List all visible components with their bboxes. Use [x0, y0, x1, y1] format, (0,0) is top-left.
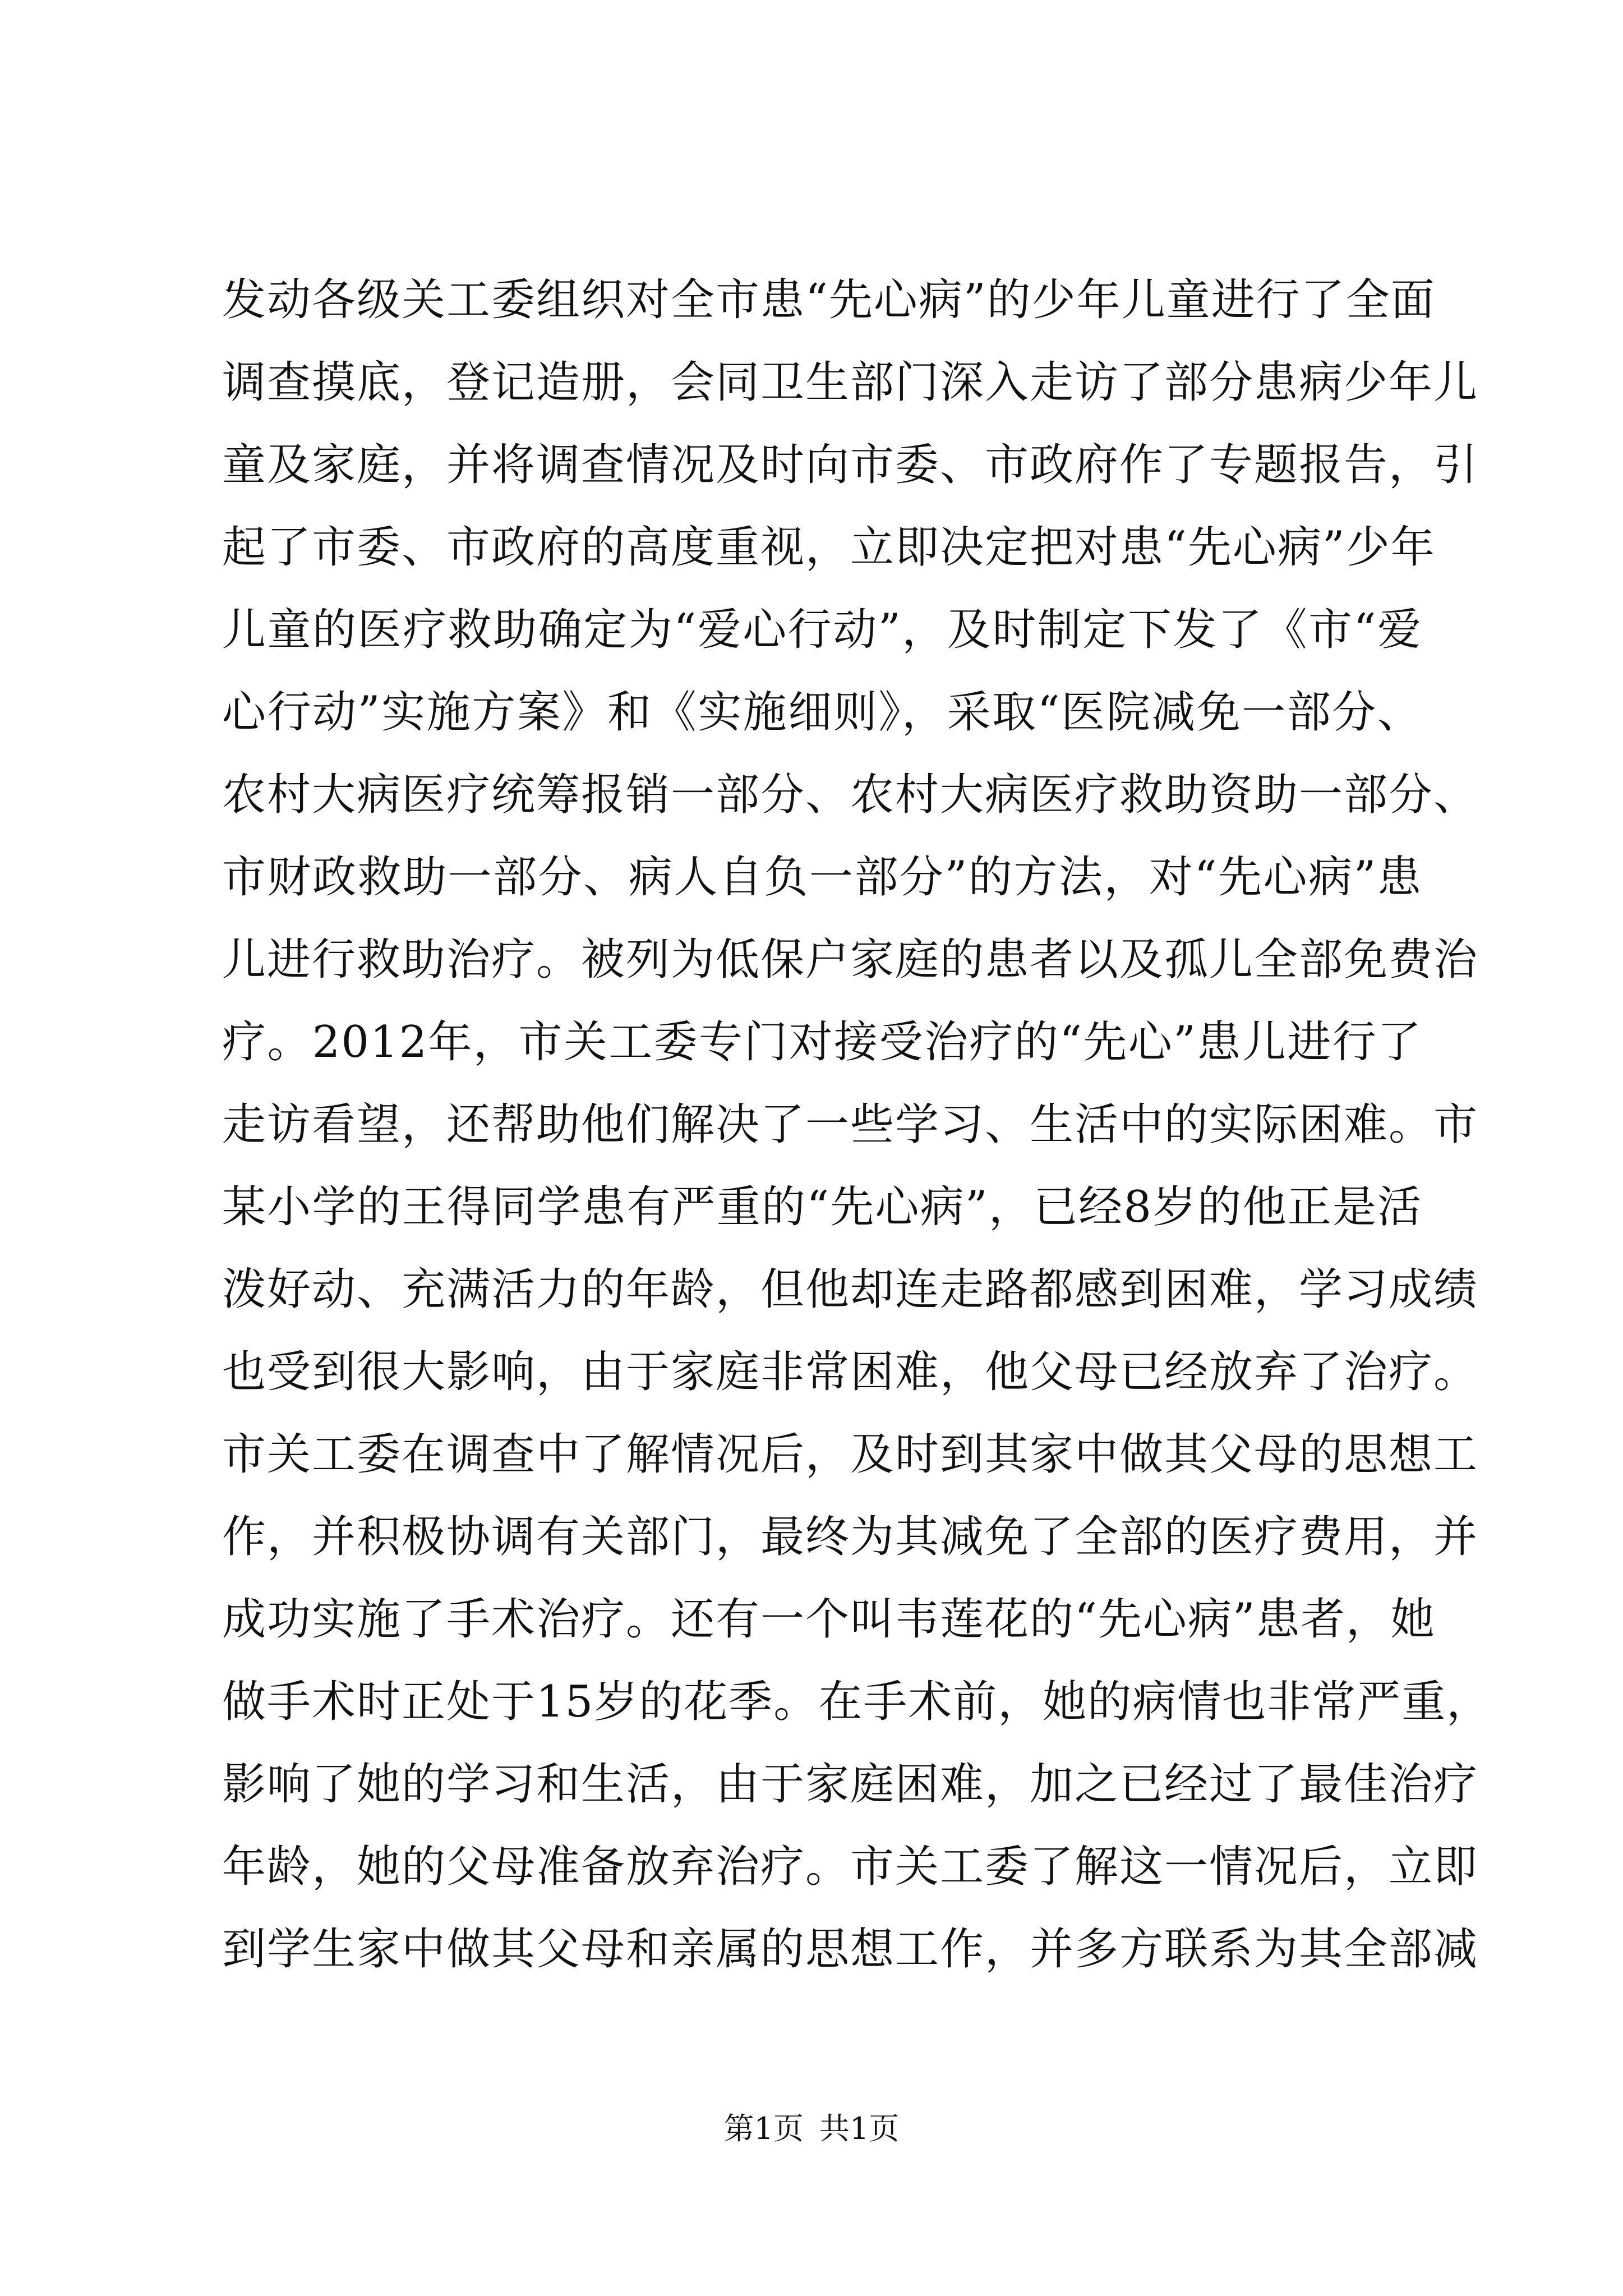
page-total: 共1页 — [819, 2111, 900, 2146]
text-line: 发动各级关工委组织对全市患“先心病”的少年儿童进行了全面 — [222, 275, 1436, 325]
text-line: 调查摸底，登记造册，会同卫生部门深入走访了部分患病少年儿 — [222, 357, 1479, 408]
text-line: 也受到很大影响，由于家庭非常困难，他父母已经放弃了治疗。 — [222, 1347, 1479, 1397]
text-line: 作，并积极协调有关部门，最终为其减免了全部的医疗费用，并 — [222, 1512, 1479, 1562]
text-line: 起了市委、市政府的高度重视，立即决定把对患“先心病”少年 — [222, 522, 1436, 573]
text-line: 儿进行救助治疗。被列为低保户家庭的患者以及孤儿全部免费治 — [222, 935, 1479, 985]
text-line: 到学生家中做其父母和亲属的思想工作，并多方联系为其全部减 — [222, 1924, 1479, 1975]
body-text — [222, 259, 1492, 1991]
text-line: 疗。2012年，市关工委专门对接受治疗的“先心”患儿进行了 — [222, 1017, 1422, 1068]
text-line: 农村大病医疗统筹报销一部分、农村大病医疗救助资助一部分、 — [222, 770, 1479, 820]
text-line: 泼好动、充满活力的年龄，但他却连走路都感到困难，学习成绩 — [222, 1264, 1479, 1315]
page-number: 第1页 — [723, 2111, 804, 2146]
page-footer — [0, 2109, 1623, 2148]
text-line: 做手术时正处于15岁的花季。在手术前，她的病情也非常严重， — [222, 1677, 1492, 1727]
text-line: 某小学的王得同学患有严重的“先心病”，已经8岁的他正是活 — [222, 1182, 1422, 1232]
text-line: 市财政救助一部分、病人自负一部分”的方法，对“先心病”患 — [222, 852, 1422, 903]
text-line: 成功实施了手术治疗。还有一个叫韦莲花的“先心病”患者，她 — [222, 1594, 1436, 1645]
text-line: 走访看望，还帮助他们解决了一些学习、生活中的实际困难。市 — [222, 1099, 1479, 1150]
text-line: 童及家庭，并将调查情况及时向市委、市政府作了专题报告，引 — [222, 440, 1479, 490]
text-line: 心行动”实施方案》和《实施细则》，采取“医院减免一部分、 — [222, 687, 1422, 738]
text-line: 儿童的医疗救助确定为“爱心行动”，及时制定下发了《市“爱 — [222, 605, 1422, 655]
text-line: 年龄，她的父母准备放弃治疗。市关工委了解这一情况后，立即 — [222, 1842, 1479, 1892]
text-line: 市关工委在调查中了解情况后，及时到其家中做其父母的思想工 — [222, 1429, 1479, 1480]
text-line: 影响了她的学习和生活，由于家庭困难，加之已经过了最佳治疗 — [222, 1759, 1479, 1810]
